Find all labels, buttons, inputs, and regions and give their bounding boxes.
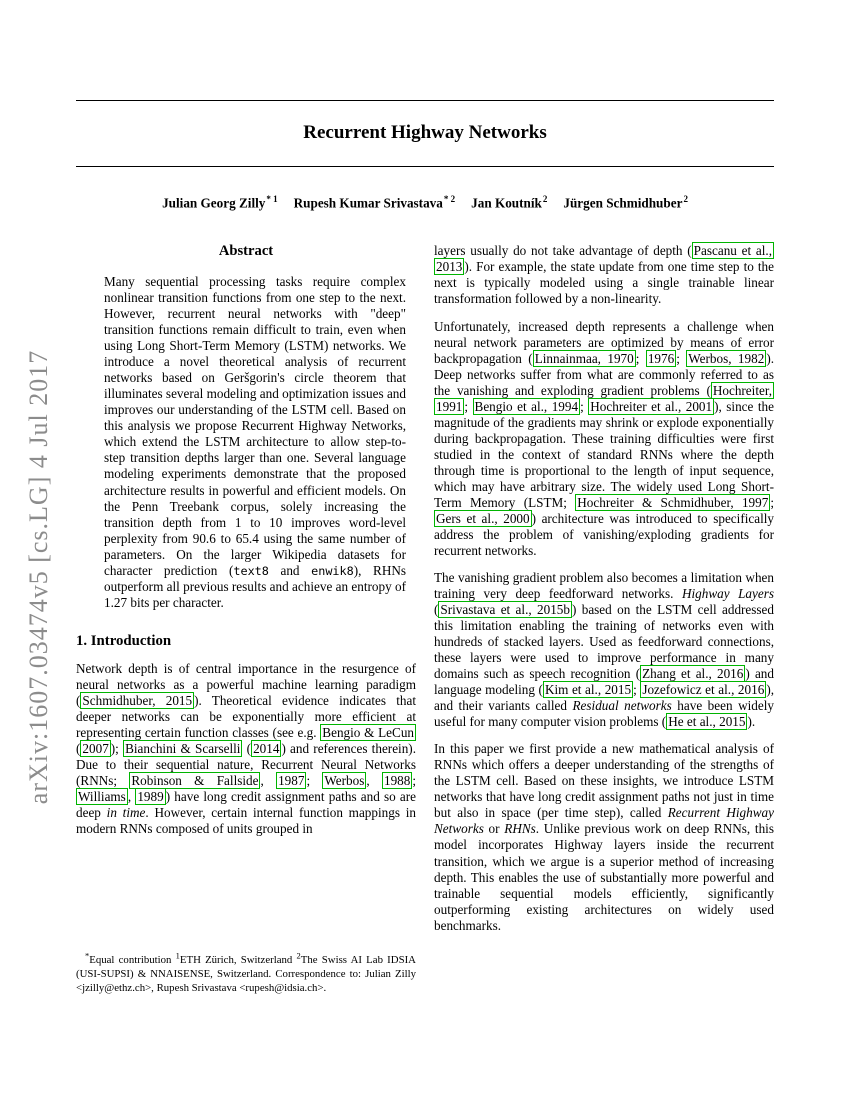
italic-text: Residual networks: [572, 698, 672, 714]
author-name: Jürgen Schmidhuber: [563, 195, 683, 211]
author-superscript: 2: [683, 194, 688, 204]
text-segment: ;: [676, 350, 687, 366]
citation-link[interactable]: Linnainmaa, 1970: [534, 350, 634, 366]
author-name: Jan Koutník: [471, 195, 542, 211]
citation-link[interactable]: He et al., 2015: [668, 714, 746, 730]
footnote: [76, 944, 416, 995]
citation-link[interactable]: Bianchini & Scarselli: [125, 740, 241, 756]
text-segment: (: [434, 602, 439, 618]
author: [294, 194, 456, 211]
text-segment: ;: [770, 494, 774, 510]
text-segment: ), RHNs outperform all previous results and achieve an entropy of 1.27 bits per character.: [104, 562, 406, 610]
citation-link[interactable]: Srivastava et al., 2015b: [440, 602, 570, 618]
citation-link[interactable]: Hochreiter & Schmidhuber, 1997: [577, 494, 769, 510]
text-segment: ). Deep networks suffer from what are commonly referred to as the vanishing and exploding gradient problems (: [434, 350, 775, 398]
citation-link[interactable]: Werbos, 1982: [688, 350, 765, 366]
citation-link[interactable]: Werbos: [324, 772, 365, 788]
citation-link[interactable]: Zhang et al., 2016: [642, 666, 744, 682]
italic-text: Highway Layers: [681, 586, 774, 602]
text-segment: The Swiss AI Lab IDSIA (USI-SUPSI) & NNAISENSE, Switzerland. Correspondence to: Julian Zilly <jzilly@ethz.ch>, Rupesh Srivastava <rupesh@idsia.ch>.: [76, 953, 416, 994]
section-heading-introduction: 1. Introduction: [76, 632, 172, 649]
citation-link[interactable]: Pascanu et al., 2013: [436, 243, 773, 275]
citation-link[interactable]: Bengio et al., 1994: [474, 398, 579, 414]
citation-link[interactable]: Hochreiter et al., 2001: [590, 398, 713, 414]
citation-link[interactable]: 1987: [278, 772, 305, 788]
text-segment: );: [110, 740, 124, 756]
code-text: enwik8: [311, 563, 354, 578]
citation-link[interactable]: Kim et al., 2015: [544, 682, 632, 698]
author: [471, 194, 547, 211]
italic-text: in time: [106, 805, 146, 821]
abstract-text: [104, 274, 406, 611]
left-column: [76, 243, 416, 995]
superscript: *: [85, 950, 90, 961]
citation-link[interactable]: Bengio & LeCun: [322, 724, 415, 740]
citation-link[interactable]: Hochreiter, 1991: [436, 382, 772, 414]
right-column: [434, 243, 774, 995]
text-segment: . However, certain internal function mappings in modern RNNs composed of units grouped in: [76, 805, 416, 837]
text-segment: layers usually do not take advantage of depth (: [434, 243, 692, 259]
body-paragraph: [434, 319, 774, 559]
text-segment: Many sequential processing tasks require complex nonlinear transition functions from one step to the next. However, recurrent neural networks with "deep" transition functions remain difficult to train, even when using Long Short-Term Memory (LSTM) networks. We introduce a novel theoretical analysis of recurrent networks based on Geršgorin's circle theorem that illuminates several modeling and optimization issues and improves our understanding of the LSTM cell. Based on this analysis we propose Recurrent Highway Networks, which extend the LSTM architecture to allow step-to-step transition depths larger than one. Several language modeling experiments demonstrate that the proposed architecture results in powerful and efficient models. On the Penn Treebank corpus, solely increasing the transition depth from 1 to 10 improves word-level perplexity from 90.6 to 65.4 using the same number of parameters. On the larger Wikipedia datasets for character prediction (: [104, 274, 406, 578]
citation-link[interactable]: 1988: [383, 772, 411, 788]
text-segment: ). For example, the state update from one time step to the next is typically modeled using a single trainable linear transformation followed by a non-linearity.: [434, 259, 774, 307]
author-line: [76, 194, 774, 211]
superscript: 1: [175, 950, 180, 961]
author-superscript: 2: [542, 194, 548, 204]
paper-title: Recurrent Highway Networks: [303, 122, 547, 143]
citation-link[interactable]: Williams: [78, 788, 126, 804]
body-paragraph: [434, 741, 774, 933]
text-segment: Unfortunately, increased depth represents a challenge when neural network parameters are optimized by means of error backpropagation (: [434, 318, 774, 366]
author-superscript: * 1: [266, 194, 278, 204]
text-segment: ).: [747, 714, 756, 730]
text-segment: ;: [306, 772, 323, 788]
text-segment: ETH Zürich, Switzerland: [179, 953, 297, 966]
citation-link[interactable]: Jozefowicz et al., 2016: [642, 682, 765, 698]
citation-link[interactable]: 2014: [253, 740, 280, 756]
text-segment: . Unlike previous work on deep RNNs, this model incorporates Highway layers inside the recurrent transition, which we argue is a superior method of increasing depth. This enables the use of substantially more powerful and trainable sequential models efficiently, significantly outperforming existing architectures on widely used benchmarks.: [434, 821, 774, 933]
text-segment: Network depth is of central importance in the resurgence of neural networks as a powerful machine learning paradigm (: [76, 660, 416, 708]
text-segment: ;: [464, 398, 473, 414]
author-name: Julian Georg Zilly: [162, 195, 266, 211]
text-segment: ,: [260, 772, 277, 788]
citation-link[interactable]: Schmidhuber, 2015: [82, 692, 193, 708]
citation-link[interactable]: 1989: [137, 788, 164, 804]
abstract-heading: Abstract: [218, 243, 274, 260]
author: [563, 194, 688, 211]
author-superscript: * 2: [443, 194, 456, 204]
two-column-body: [76, 243, 774, 995]
text-segment: The vanishing gradient problem also becomes a limitation when training very deep feedforward networks.: [434, 569, 774, 602]
text-segment: (: [242, 740, 252, 756]
text-segment: or: [483, 821, 505, 837]
text-segment: ,: [366, 772, 382, 788]
text-segment: ), since the magnitude of the gradients may shrink or explode exponentially during backpropagation. These training difficulties were first studied in the context of standard RNNs where the depth through time is proportional to the length of input sequence, which may have arbitrary size. The widely used Long Short-Term Memory (LSTM;: [434, 398, 774, 510]
text-segment: ) and references therein). Due to their sequential nature, Recurrent Neural Networks (RNNs;: [76, 740, 416, 788]
text-segment: Equal contribution: [89, 953, 176, 966]
text-segment: ;: [633, 682, 641, 698]
text-segment: have been widely useful for many computer vision problems (: [434, 698, 774, 730]
text-segment: ;: [412, 772, 417, 788]
text-segment: ) and language modeling (: [434, 666, 774, 698]
citation-link[interactable]: Gers et al., 2000: [436, 510, 530, 526]
text-segment: In this paper we first provide a new mathematical analysis of RNNs which offers a deeper understanding of the strengths of the LSTM cell. Based on these insights, we introduce LSTM networks that have long credit assignment paths not just in time but also in space (per time step), called: [434, 741, 774, 821]
text-segment: and: [268, 562, 312, 578]
citation-link[interactable]: 2007: [82, 740, 109, 756]
intro-paragraph: [76, 661, 416, 837]
paper-content: [76, 100, 774, 995]
text-segment: ) have long credit assignment paths and so are deep: [76, 788, 417, 821]
text-segment: ,: [127, 788, 136, 804]
author: [162, 194, 278, 211]
text-segment: ). Theoretical evidence indicates that deeper networks can be exponentially more efficient at representing certain function classes (see e.g.: [76, 692, 417, 740]
arxiv-watermark: arXiv:1607.03474v5 [cs.LG] 4 Jul 2017: [24, 349, 53, 805]
italic-text: RHNs: [504, 821, 536, 837]
text-segment: ) architecture was introduced to specifically address the problem of vanishing/exploding gradients for recurrent networks.: [434, 510, 775, 558]
italic-text: Recurrent Highway Networks: [434, 805, 774, 837]
text-segment: ), and their variants called: [434, 682, 775, 714]
body-paragraph: [434, 243, 774, 307]
body-paragraph: [434, 570, 774, 730]
text-segment: (: [76, 740, 81, 756]
citation-link[interactable]: Robinson & Fallside: [131, 772, 259, 788]
code-text: text8: [233, 563, 269, 578]
title-rule-bottom: [76, 166, 774, 167]
author-name: Rupesh Kumar Srivastava: [293, 195, 443, 211]
citation-link[interactable]: 1976: [647, 350, 675, 366]
superscript: 2: [296, 950, 301, 961]
text-segment: ;: [580, 398, 589, 414]
text-segment: ;: [635, 350, 646, 366]
text-segment: ) based on the LSTM cell addressed this limitation enabling the training of networks even with hundreds of stacked layers. Used as feedforward connections, these layers were used to improve performance in many domains such as speech recognition (: [434, 602, 774, 682]
